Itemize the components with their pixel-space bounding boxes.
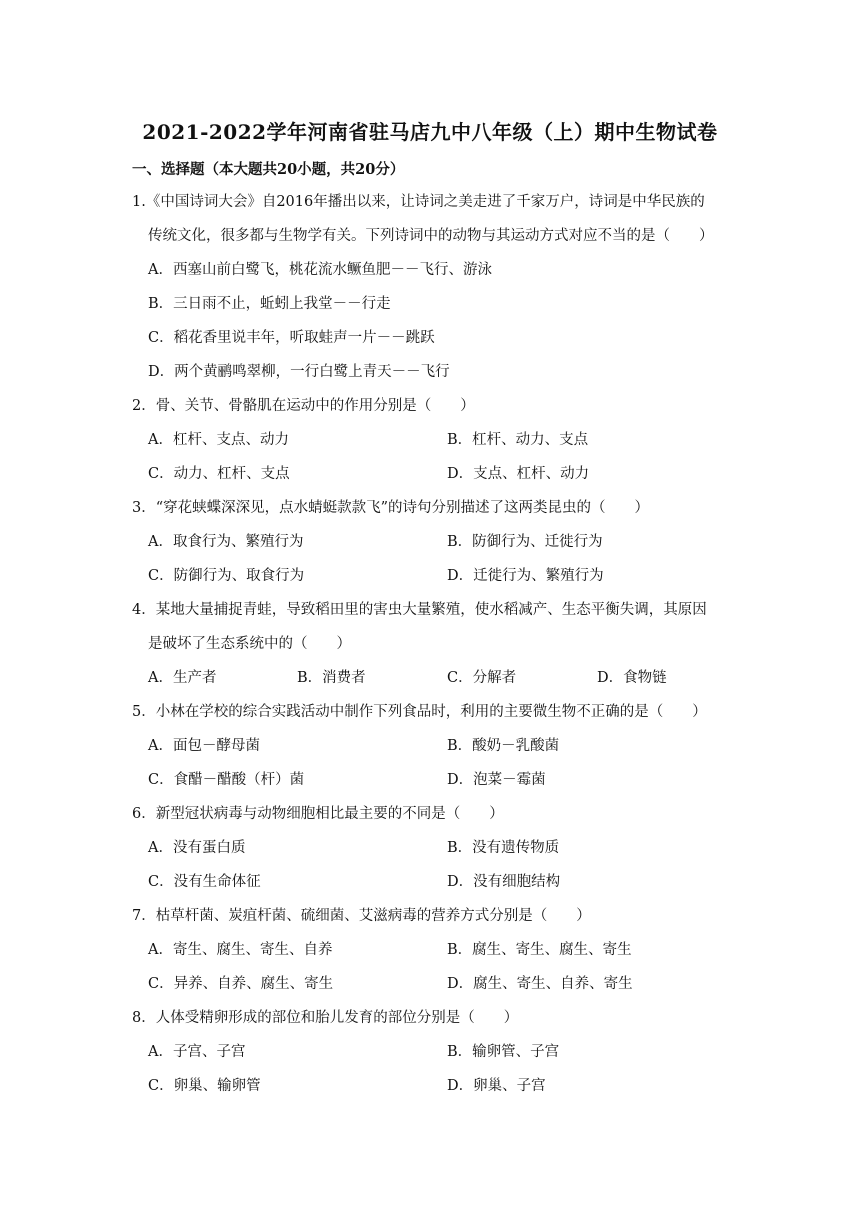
question-8-stem: 8．人体受精卵形成的部位和胎儿发育的部位分别是（ ） [132,1010,519,1026]
question-4-option-d: D．食物链 [597,670,667,686]
section-heading: 一、选择题（本大题共20小题，共20分） [132,161,405,178]
question-2-option-c: C．动力、杠杆、支点 [148,466,290,482]
question-7-option-d: D．腐生、寄生、自养、寄生 [447,976,633,992]
question-8-option-d: D．卵巢、子宫 [447,1078,546,1094]
question-7-option-c: C．异养、自养、腐生、寄生 [148,976,334,992]
question-6-option-b: B．没有遗传物质 [447,840,560,856]
question-3-option-a: A．取食行为、繁殖行为 [148,534,304,550]
question-2-option-b: B．杠杆、动力、支点 [447,432,589,448]
question-2-option-a: A．杠杆、支点、动力 [148,432,289,448]
question-1-option-b: B．三日雨不止，蚯蚓上我堂－－行走 [148,296,391,312]
question-5-stem: 5．小林在学校的综合实践活动中制作下列食品时，利用的主要微生物不正确的是（ ） [132,704,707,720]
question-2-stem: 2．骨、关节、骨骼肌在运动中的作用分别是（ ） [132,398,475,414]
page-title: 2021-2022学年河南省驻马店九中八年级（上）期中生物试卷 [142,120,718,144]
question-2-option-d: D．支点、杠杆、动力 [447,466,590,482]
question-6-option-a: A．没有蛋白质 [148,840,246,856]
question-8-option-a: A．子宫、子宫 [148,1044,246,1060]
question-1-stem-line-2: 传统文化，很多都与生物学有关。下列诗词中的动物与其运动方式对应不当的是（ ） [148,228,714,244]
question-5-option-d: D．泡菜－霉菌 [447,772,546,788]
question-7-option-a: A．寄生、腐生、寄生、自养 [148,942,333,958]
question-4-option-b: B．消费者 [297,670,366,686]
question-4-option-a: A．生产者 [148,670,217,686]
question-8-option-b: B．输卵管、子宫 [447,1044,560,1060]
question-4-stem-line-1: 4．某地大量捕捉青蛙，导致稻田里的害虫大量繁殖，使水稻减产、生态平衡失调，其原因 [132,602,707,618]
question-5-option-c: C．食醋－醋酸（杆）菌 [148,772,305,788]
question-3-option-b: B．防御行为、迁徙行为 [447,534,603,550]
question-3-option-c: C．防御行为、取食行为 [148,568,305,584]
question-7-option-b: B．腐生、寄生、腐生、寄生 [447,942,632,958]
question-3-option-d: D．迁徙行为、繁殖行为 [447,568,604,584]
question-1-option-c: C．稻花香里说丰年，听取蛙声一片－－跳跃 [148,330,435,346]
question-1-option-d: D．两个黄鹂鸣翠柳，一行白鹭上青天－－飞行 [148,364,450,380]
question-3-stem: 3．“穿花蛱蝶深深见，点水蜻蜓款款飞”的诗句分别描述了这两类昆虫的（ ） [132,500,650,516]
question-8-option-c: C．卵巢、输卵管 [148,1078,261,1094]
question-1-option-a: A．西塞山前白鹭飞，桃花流水鳜鱼肥－－飞行、游泳 [148,262,492,278]
question-4-stem-line-2: 是破坏了生态系统中的（ ） [148,636,351,652]
question-5-option-b: B．酸奶－乳酸菌 [447,738,560,754]
question-7-stem: 7．枯草杆菌、炭疽杆菌、硫细菌、艾滋病毒的营养方式分别是（ ） [132,908,591,924]
question-5-option-a: A．面包－酵母菌 [148,738,260,754]
question-6-option-c: C．没有生命体征 [148,874,261,890]
question-6-option-d: D．没有细胞结构 [447,874,561,890]
question-1-stem-line-1: 1.《中国诗词大会》自2016年播出以来，让诗词之美走进了千家万户，诗词是中华民族的 [132,194,705,210]
question-6-stem: 6．新型冠状病毒与动物细胞相比最主要的不同是（ ） [132,806,504,822]
question-4-option-c: C．分解者 [447,670,517,686]
